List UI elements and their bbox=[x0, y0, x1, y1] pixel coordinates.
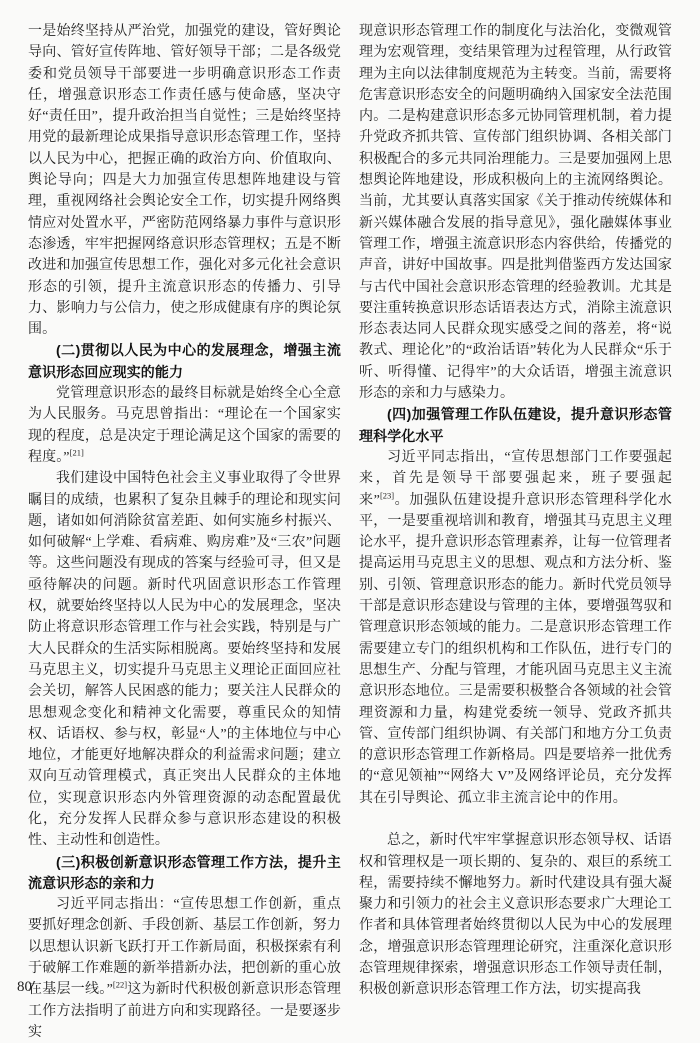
body-paragraph: 习近平同志指出，“宣传思想部门工作要强起来，首先是领导干部要强起来，班子要强起来”[23]。加强队伍建设提升意识形态管理科学化水平，一是要重视培训和教育，增强其马克思主义理论水平，提升意识形态管理素养，让每一位管理者提高运用马克思主义的思想、观点和方法分析、鉴别、引领、管理意识形态的能力。新时代党员领导干部是意识形态建设与管理的主体，要增强驾驭和管理意识形态领域的能力。二是意识形态管理工作需要建立专门的组织机构和工作队伍，进行专门的思想生产、分配与管理，才能巩固马克思主义主流意识形态地位。三是需要积极整合各领域的社会管理资源和力量，构建党委统一领导、党政齐抓共管、宣传部门组织协调、有关部门和地方分工负责的意识形态管理工作新格局。四是要培养一批优秀的“意见领袖”“网络大 V”及网络评论员，充分发挥其在引导舆论、孤立非主流言论中的作用。 bbox=[359, 449, 672, 806]
body-paragraph: 现意识形态管理工作的制度化与法治化，变微观管理为宏观管理，变结果管理为过程管理，从行政管理为主向以法律制度规范为主转变。当前，需要将危害意识形态安全的问题明确纳入国家安全法范围内。二是构建意识形态多元协同管理机制，着力提升党政齐抓共管、宣传部门组织协调、各相关部门积极配合的多元共同治理能力。三是要加强网上思想舆论阵地建设，形成积极向上的主流网络舆论。当前，尤其要认真落实国家《关于推动传统媒体和新兴媒体融合发展的指导意见》，强化融媒体事业管理工作，增强主流意识形态内容供给，传播党的声音，讲好中国故事。四是批判借鉴西方发达国家与古代中国社会意识形态管理的经验教训。尤其是要注重转换意识形态话语表达方式，消除主流意识形态表达同人民群众现实感受之间的落差，将“说教式、理论化”的“政治话语”转化为人民群众“乐于听、听得懂、记得牢”的大众话语，增强主流意识形态的亲和力与感染力。 bbox=[359, 24, 672, 402]
body-paragraph: 习近平同志指出：“宣传思想工作创新，重点要抓好理念创新、手段创新、基层工作创新，努力以思想认识新飞跃打开工作新局面，积极探索有利于破解工作难题的新举措新办法，把创新的重心放在基层一线。”[22]这为新时代积极创新意识形态管理工作方法指明了前进方向和实现路径。一是要逐步实 bbox=[28, 897, 341, 1040]
body-paragraph: 我们建设中国特色社会主义事业取得了令世界瞩目的成绩，也累积了复杂且棘手的理论和现实问题，诸如如何消除贫富差距、如何实施乡村振兴、如何破解“上学难、看病难、购房难”及“三农”问题等。这些问题没有现成的答案与经验可寻，但又是亟待解决的问题。新时代巩固意识形态工作管理权，就要始终坚持以人民为中心的发展理念，坚决防止将意识形态管理工作与社会实践，特别是与广大人民群众的生活实际相脱离。要始终坚持和发展马克思主义，切实提升马克思主义理论正面回应社会关切，解答人民困惑的能力；要关注人民群众的思想观念变化和精神文化需要，尊重民众的知情权、话语权、参与权，彰显“人”的主体地位与中心地位，才能更好地解决群众的利益需求问题；建立双向互动管理模式，真正突出人民群众的主体地位，实现意识形态内外管理资源的动态配置最优化，充分发挥人民群众参与意识形态建设的积极性、主动性和创造性。 bbox=[28, 471, 341, 849]
text-column-left bbox=[28, 21, 341, 1043]
footnote-ref: [21] bbox=[69, 447, 84, 458]
footnote-ref: [23] bbox=[379, 489, 395, 500]
paragraph-break bbox=[359, 809, 672, 830]
body-paragraph: 总之，新时代牢牢掌握意识形态领导权、话语权和管理权是一项长期的、复杂的、艰巨的系统工程，需要持续不懈地努力。新时代建设具有强大凝聚力和引领力的社会主义意识形态要求广大理论工作者和具体管理者始终贯彻以人民为中心的发展理念，增强意识形态管理理论研究，注重深化意识形态管理规律探索，增强意识形态工作领导责任制，积极创新意识形态管理工作方法，切实提高我 bbox=[359, 833, 672, 998]
section-heading: (四)加强管理工作队伍建设，提升意识形态管理科学化水平 bbox=[359, 406, 672, 444]
page-number: 80 bbox=[17, 979, 32, 995]
body-paragraph: 党管理意识形态的最终目标就是始终全心全意为人民服务。马克思曾指出：“理论在一个国家实现的程度，总是决定于理论满足这个国家的需要的程度。”[21] bbox=[28, 386, 341, 465]
section-heading: (三)积极创新意识形态管理工作方法，提升主流意识形态的亲和力 bbox=[28, 853, 341, 891]
text-column-right bbox=[359, 21, 672, 1001]
section-heading: (二)贯彻以人民为中心的发展理念，增强主流意识形态回应现实的能力 bbox=[28, 342, 341, 380]
footnote-ref: [22] bbox=[112, 979, 128, 990]
body-paragraph: 一是始终坚持从严治党，加强党的建设，管好舆论导向、管好宣传阵地、管好领导干部；二是各级党委和党员领导干部要进一步明确意识形态工作责任，增强意识形态工作责任感与使命感，坚决守好“责任田”，提升政治担当自觉性；三是始终坚持用党的最新理论成果指导意识形态管理工作，坚持以人民为中心，把握正确的政治方向、价值取向、舆论导向；四是大力加强宣传思想阵地建设与管理，重视网络社会舆论安全工作，切实提升网络舆情应对处置水平，严密防范网络暴力事件与意识形态渗透，牢牢把握网络意识形态管理权；五是不断改进和加强宣传思想工作，强化对多元化社会意识形态的引领，提升主流意识形态的传播力、引导力、影响力与公信力，使之形成健康有序的舆论氛围。 bbox=[28, 24, 341, 338]
